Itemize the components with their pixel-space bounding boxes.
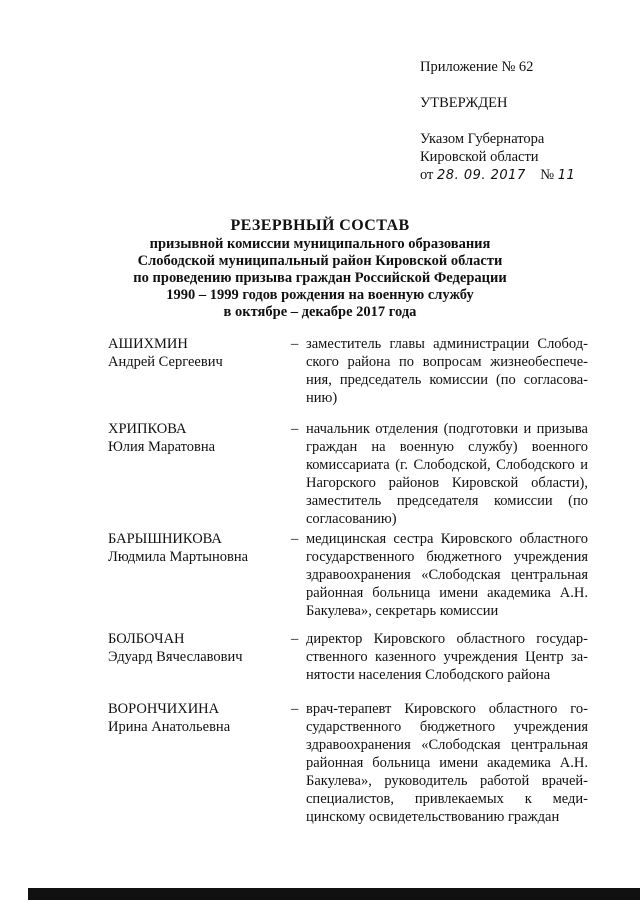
- approved-label: УТВЕРЖДЕН: [420, 95, 508, 111]
- title-line-4: 1990 – 1999 годов рождения на военную службу: [166, 287, 474, 303]
- title-line-2: Слободской муниципальный район Кировской области: [137, 253, 503, 269]
- number-prefix: №: [540, 167, 555, 183]
- member-given-name: Андрей Сергеевич: [108, 354, 223, 370]
- member-role: медицинская сестра Кировского областного государственного бюджетного учреждения здравоохранения «Слободская центральная районная больница имени академика А.Н. Бакулева», секретарь комиссии: [306, 531, 588, 619]
- member-name: [108, 530, 278, 566]
- member-surname: БАРЫШНИКОВА: [108, 531, 222, 547]
- member-name: [108, 420, 278, 456]
- title-line-1: призывной комиссии муниципального образования: [149, 236, 491, 252]
- member-surname: ХРИПКОВА: [108, 421, 187, 437]
- handwritten-number: 11: [557, 168, 576, 183]
- member-given-name: Ирина Анатольевна: [108, 719, 231, 735]
- decree-line-2: Кировской области: [420, 149, 539, 165]
- title-line-5: в октябре – декабре 2017 года: [223, 304, 417, 320]
- decree-date-line: [420, 166, 630, 185]
- dash-separator: –: [291, 336, 299, 352]
- member-role: заместитель главы администрации Слободского района по вопросам жизнеобеспечения, председатель комиссии (по согласованию): [306, 336, 588, 406]
- member-surname: АШИХМИН: [108, 336, 188, 352]
- dash-separator: –: [291, 701, 299, 717]
- date-prefix: от: [420, 167, 434, 183]
- member-name: [108, 335, 278, 371]
- document-title: [100, 216, 540, 321]
- member-given-name: Юлия Маратовна: [108, 439, 216, 455]
- member-given-name: Эдуард Вячеславович: [108, 649, 243, 665]
- member-role: директор Кировского областного государственного казенного учреждения Центр занятости населения Слободского района: [306, 631, 588, 683]
- title-main: РЕЗЕРВНЫЙ СОСТАВ: [230, 217, 410, 234]
- scan-edge-bar: [28, 888, 640, 900]
- title-line-3: по проведению призыва граждан Российской Федерации: [133, 270, 507, 286]
- approval-header: [420, 58, 630, 185]
- handwritten-date: 28. 09. 2017: [437, 168, 526, 183]
- dash-separator: –: [291, 631, 299, 647]
- member-role: врач-терапевт Кировского областного государственного бюджетного учреждения здравоохранения «Слободская центральная районная больница имени академика А.Н. Бакулева», руководитель работой врачей-специалистов, привлекаемых к медицинскому освидетельствованию граждан: [306, 701, 588, 825]
- member-given-name: Людмила Мартыновна: [108, 549, 249, 565]
- member-name: [108, 700, 278, 736]
- dash-separator: –: [291, 421, 299, 437]
- member-name: [108, 630, 278, 666]
- dash-separator: –: [291, 531, 299, 547]
- member-surname: БОЛБОЧАН: [108, 631, 185, 647]
- member-role: начальник отделения (подготовки и призыва граждан на военную службу) военного комиссариата (г. Слободской, Слободского и Нагорского районов Кировской области), заместитель председателя комиссии (по согласованию): [306, 421, 588, 527]
- appendix-number: Приложение № 62: [420, 59, 534, 75]
- member-surname: ВОРОНЧИХИНА: [108, 701, 220, 717]
- decree-line-1: Указом Губернатора: [420, 131, 545, 147]
